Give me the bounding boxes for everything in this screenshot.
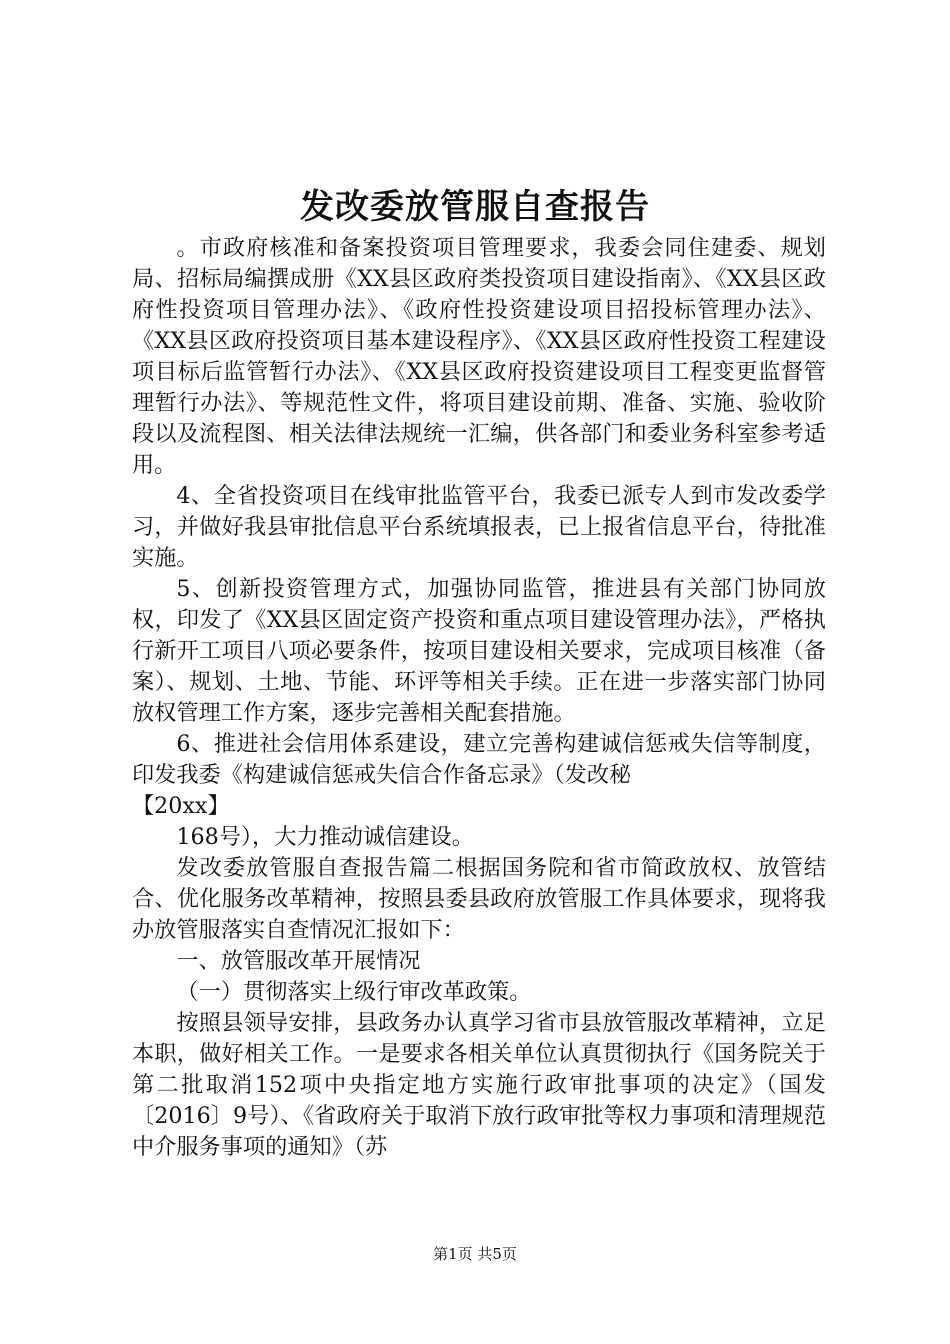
paragraph: 按照县领导安排，县政务办认真学习省市县放管服改革精神，立足本职，做好相关工作。一是要求各相关单位认真贯彻执行《国务院关于第二批取消152项中央指定地方实施行政审批事项的决定》（国发〔2016〕9号）、《省政府关于取消下放行政审批等权力事项和清理规范中介服务事项的通知》（苏 [132,1010,826,1160]
document-title: 发改委放管服自查报告 [300,187,650,227]
paragraph: 5、创新投资管理方式，加强协同监管，推进县有关部门协同放权，印发了《XX县区固定资产投资和重点项目建设管理办法》，严格执行新开工项目八项必要条件，按项目建设相关要求，完成项目核准（备案）、规划、土地、节能、环评等相关手续。正在进一步落实部门协同放权管理工作方案，逐步完善相关配套措施。 [132,576,826,726]
paragraph: 4、全省投资项目在线审批监管平台，我委已派专人到市发改委学习，并做好我县审批信息平台系统填报表，已上报省信息平台，待批准实施。 [132,483,826,571]
paragraph: 。市政府核准和备案投资项目管理要求，我委会同住建委、规划局、招标局编撰成册《XX县区政府类投资项目建设指南》、《XX县区政府性投资项目管理办法》、《政府性投资建设项目招投标管理办法》、《XX县区政府投资项目基本建设程序》、《XX县区政府性投资工程建设项目标后监管暂行办法》、《XX县区政府投资建设项目工程变更监督管理暂行办法》、等规范性文件，将项目建设前期、准备、实施、验收阶段以及流程图、相关法律法规统一汇编，供各部门和委业务科室参考适用。 [132,235,826,478]
document-body [132,233,826,1163]
paragraph: 【20xx】 [132,793,230,819]
section-heading: 一、放管服改革开展情况 [176,948,421,974]
subsection-heading: （一）贯彻落实上级行审改革政策。 [176,979,532,1005]
paragraph: 6、推进社会信用体系建设，建立完善构建诚信惩戒失信等制度，印发我委《构建诚信惩戒失信合作备忘录》（发改秘 [132,731,826,788]
page-number: 第1页 共5页 [433,1245,517,1263]
paragraph: 168号），大力推动诚信建设。 [176,824,474,850]
paragraph: 发改委放管服自查报告篇二根据国务院和省市简政放权、放管结合、优化服务改革精神，按照县委县政府放管服工作具体要求，现将我办放管服落实自查情况汇报如下： [132,855,826,943]
